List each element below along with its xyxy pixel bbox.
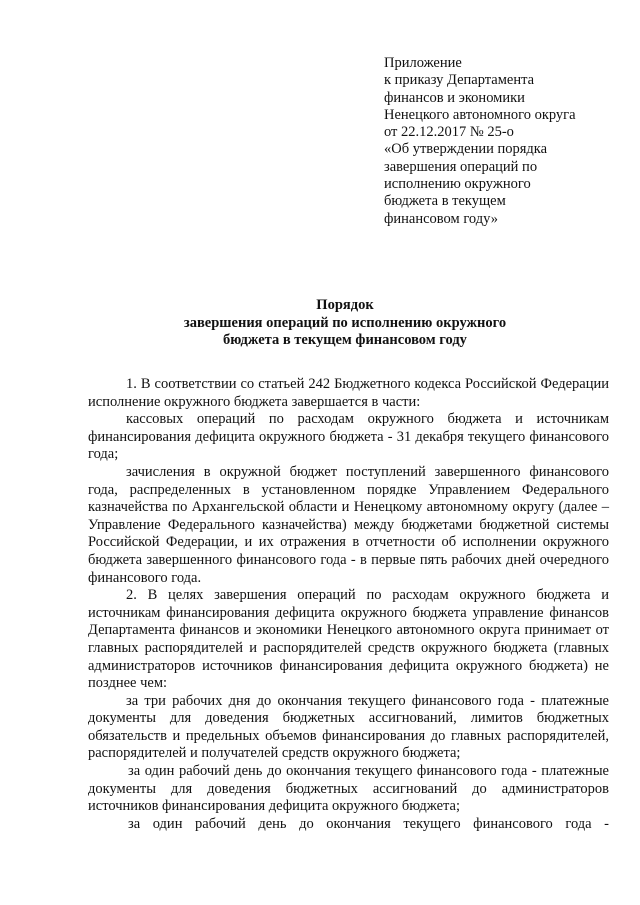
appendix-line: Ненецкого автономного округа bbox=[384, 106, 576, 123]
paragraph-2-item-3: за один рабочий день до окончания текущего финансового года - bbox=[128, 815, 609, 832]
appendix-line: завершения операций по bbox=[384, 158, 538, 175]
appendix-line: Приложение bbox=[384, 55, 462, 71]
paragraph-2-item-2: за один рабочий день до окончания текущего финансового года - платежные документы для доведения бюджетных ассигнований до администраторов источников финансирования дефицита окружного бюджета; bbox=[88, 763, 609, 815]
paragraph-1: 1. В соответствии со статьей 242 Бюджетного кодекса Российской Федерации исполнение окружного бюджета завершается в части: bbox=[88, 376, 609, 410]
paragraph-1-item-2: зачисления в окружной бюджет поступлений завершенного финансового года, распределенных в установленном порядке Управлением Федерального казначейства по Архангельской области и Ненецкому автономному округу (далее – Управление Федерального казначейства) между бюджетами бюджетной системы Российской Федерации, и их отражения в отчетности об исполнении окружного бюджета завершенного финансового года - в первые пять рабочих дней очередного финансового года. bbox=[88, 463, 609, 586]
title-line: завершения операций по исполнению окружного bbox=[183, 314, 507, 331]
document-body bbox=[88, 376, 609, 833]
title-line: Порядок bbox=[316, 297, 374, 313]
paragraph-1-item-1: кассовых операций по расходам окружного бюджета и источникам финансирования дефицита окружного бюджета - 31 декабря текущего финансового года; bbox=[88, 411, 609, 463]
appendix-line: от 22.12.2017 № 25-о bbox=[384, 124, 514, 141]
appendix-line: финансов и экономики bbox=[384, 89, 525, 106]
appendix-line: бюджета в текущем bbox=[384, 193, 506, 210]
document-title bbox=[80, 297, 610, 350]
title-line: бюджета в текущем финансовом году bbox=[223, 332, 467, 348]
paragraph-2: 2. В целях завершения операций по расходам окружного бюджета и источникам финансирования дефицита окружного бюджета управление финансов Департамента финансов и экономики Ненецкого автономного округа принимает от главных распорядителей и распорядителей средств окружного бюджета (главных администраторов источников финансирования дефицита окружного бюджета) не позднее чем: bbox=[88, 587, 609, 692]
appendix-line: финансовом году» bbox=[384, 210, 498, 227]
appendix-line: «Об утверждении порядка bbox=[384, 141, 548, 158]
appendix-line: исполнению окружного bbox=[384, 176, 531, 193]
appendix-header bbox=[384, 55, 604, 228]
appendix-line: к приказу Департамента bbox=[384, 72, 535, 89]
paragraph-2-item-1: за три рабочих дня до окончания текущего финансового года - платежные документы для доведения бюджетных ассигнований, лимитов бюджетных обязательств и предельных объемов финансирования до главных распорядителей, распорядителей и получателей средств окружного бюджета; bbox=[88, 692, 609, 762]
